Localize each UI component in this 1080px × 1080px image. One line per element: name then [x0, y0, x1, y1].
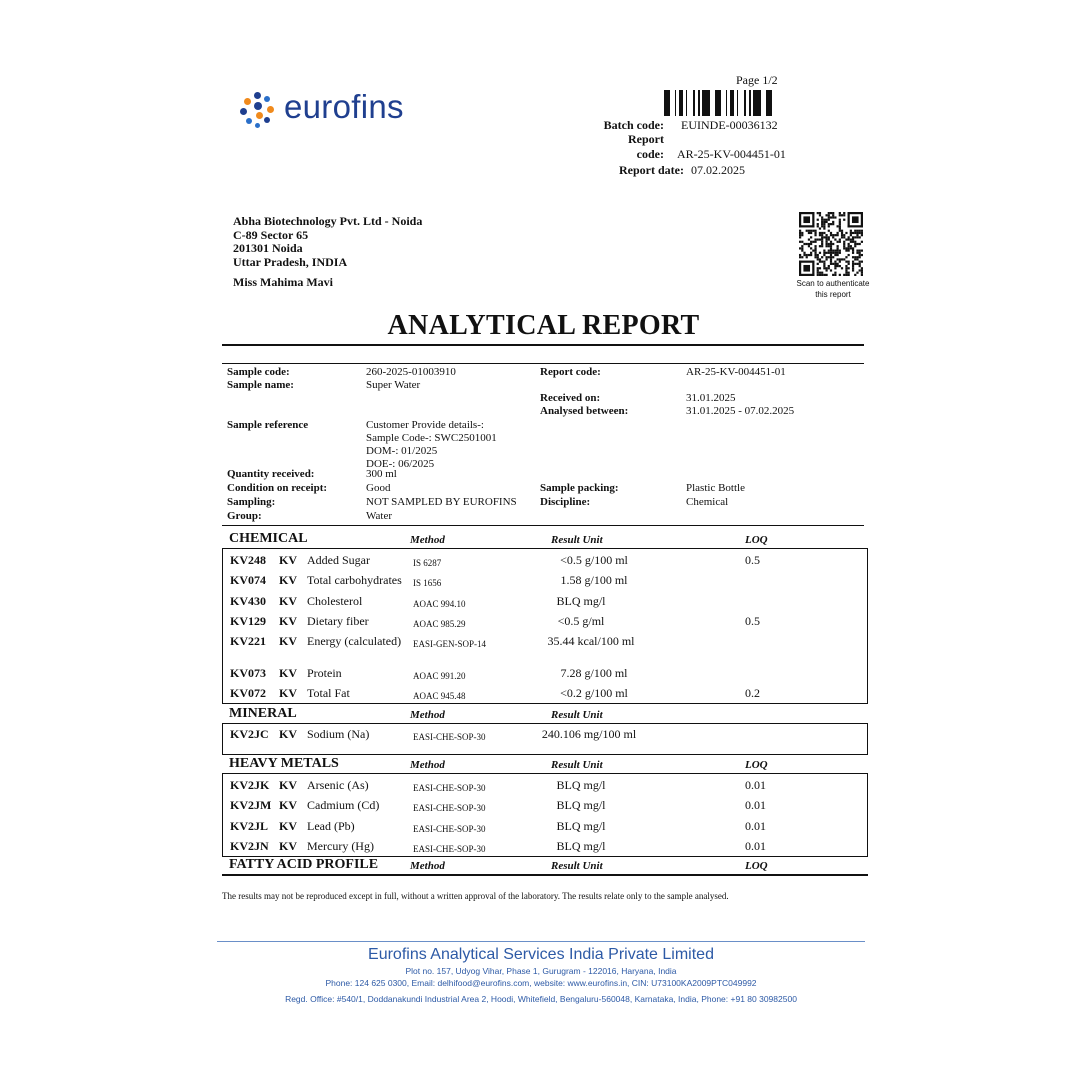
sampling-label: Sampling:	[227, 496, 276, 508]
method-value: AOAC 994.10	[413, 599, 466, 609]
reference-line: DOE-: 06/2025	[366, 458, 435, 470]
address-line: Abha Biotechnology Pvt. Ltd - Noida	[233, 214, 423, 228]
result-value: BLQ mg/l	[556, 594, 606, 608]
parameter-code: KV2JK	[230, 778, 270, 792]
footer-contact: Phone: 124 625 0300, Email: delhifood@eurofins.com, website: www.eurofins.in, CIN: U73100KA2009PTC049992	[325, 978, 757, 988]
parameter-name: Lead (Pb)	[307, 819, 355, 833]
parameter-name: Arsenic (As)	[307, 778, 369, 792]
received-value: 31.01.2025	[686, 392, 736, 404]
result-column-header: Result Unit	[551, 709, 603, 721]
loq-column-header: LOQ	[745, 759, 768, 771]
method-value: EASI-CHE-SOP-30	[413, 824, 486, 834]
result-value: <0.5 g/ml	[557, 614, 605, 628]
sample-code-label: Sample code:	[227, 366, 290, 378]
result-column-header: Result Unit	[551, 534, 603, 546]
quantity-value: 300 ml	[366, 468, 397, 480]
lab-code: KV	[279, 727, 297, 741]
info-top-divider	[222, 363, 864, 364]
discipline-label: Discipline:	[540, 496, 591, 508]
report-date-label: Report date:	[619, 163, 684, 177]
result-value: <0.2 g/100 ml	[560, 686, 628, 700]
report-code-value: AR-25-KV-004451-01	[677, 147, 786, 161]
lab-code: KV	[279, 778, 297, 792]
result-value: BLQ mg/l	[556, 798, 606, 812]
method-value: EASI-CHE-SOP-30	[413, 803, 486, 813]
parameter-name: Dietary fiber	[307, 614, 369, 628]
parameter-name: Cadmium (Cd)	[307, 798, 380, 812]
parameter-code: KV2JL	[230, 819, 269, 833]
result-value: 240.106 mg/100 ml	[541, 727, 637, 741]
method-value: AOAC 991.20	[413, 671, 466, 681]
logo-dots-icon	[240, 92, 276, 128]
loq-value: 0.01	[745, 839, 766, 853]
method-value: AOAC 985.29	[413, 619, 466, 629]
quantity-label: Quantity received:	[227, 468, 315, 480]
mineral-section-title: MINERAL	[229, 706, 297, 721]
parameter-code: KV2JC	[230, 727, 269, 741]
result-value: BLQ mg/l	[556, 839, 606, 853]
parameter-name: Added Sugar	[307, 553, 370, 567]
parameter-name: Total carbohydrates	[307, 573, 402, 587]
lab-code: KV	[279, 614, 297, 628]
disclaimer-text: The results may not be reproduced except in full, without a written approval of the laboratory. The results relate only to the sample analysed.	[222, 891, 729, 901]
lab-code: KV	[279, 573, 297, 587]
report-date-value: 07.02.2025	[690, 163, 745, 177]
eurofins-logo	[240, 90, 420, 130]
fatty-acid-section-title: FATTY ACID PROFILE	[229, 857, 379, 872]
parameter-code: KV248	[230, 553, 266, 567]
qr-caption	[790, 278, 876, 300]
parameter-name: Mercury (Hg)	[307, 839, 374, 853]
packing-value: Plastic Bottle	[686, 482, 745, 494]
condition-label: Condition on receipt:	[227, 482, 328, 494]
method-value: EASI-CHE-SOP-30	[413, 844, 486, 854]
result-value: BLQ mg/l	[556, 819, 606, 833]
info-report-code-value: AR-25-KV-004451-01	[686, 366, 786, 378]
info-report-code-label: Report code:	[540, 366, 601, 378]
sample-name-label: Sample name:	[227, 379, 294, 391]
qr-caption-line: Scan to authenticate	[796, 279, 870, 288]
sampling-value: NOT SAMPLED BY EUROFINS	[366, 496, 517, 508]
contact-person: Miss Mahima Mavi	[233, 275, 333, 289]
analysed-label: Analysed between:	[540, 405, 629, 417]
parameter-name: Cholesterol	[307, 594, 363, 608]
address-line: 201301 Noida	[233, 241, 303, 255]
method-value: IS 6287	[413, 558, 442, 568]
parameter-code: KV430	[230, 594, 266, 608]
footer-divider	[217, 941, 865, 942]
condition-value: Good	[366, 482, 391, 494]
method-column-header: Method	[410, 534, 445, 546]
chemical-section-title: CHEMICAL	[229, 531, 308, 546]
reference-label: Sample reference	[227, 419, 309, 431]
loq-value: 0.01	[745, 778, 766, 792]
report-title: ANALYTICAL REPORT	[387, 310, 700, 341]
analysed-value: 31.01.2025 - 07.02.2025	[686, 405, 795, 417]
method-value: EASI-CHE-SOP-30	[413, 732, 486, 742]
method-column-header: Method	[410, 759, 445, 771]
loq-column-header: LOQ	[745, 860, 768, 872]
address-line: Uttar Pradesh, INDIA	[233, 254, 348, 269]
result-value: <0.5 g/100 ml	[560, 553, 628, 567]
received-label: Received on:	[540, 392, 601, 404]
group-value: Water	[366, 510, 392, 522]
footer-registered-office: Regd. Office: #540/1, Doddanakundi Industrial Area 2, Hoodi, Whitefield, Bengaluru-560048, Karnataka, India, Phone: +91 80 30982500	[285, 994, 797, 1004]
loq-value: 0.01	[745, 819, 766, 833]
address-line: C-89 Sector 65	[233, 227, 309, 242]
method-column-header: Method	[410, 860, 445, 872]
lab-code: KV	[279, 686, 297, 700]
parameter-code: KV2JN	[230, 839, 269, 853]
info-bottom-divider	[222, 525, 864, 526]
parameter-name: Energy (calculated)	[307, 634, 402, 648]
result-value: 35.44 kcal/100 ml	[547, 634, 635, 648]
loq-value: 0.01	[745, 798, 766, 812]
discipline-value: Chemical	[686, 496, 729, 508]
qr-caption-line: this report	[815, 290, 851, 299]
lab-code: KV	[279, 839, 297, 853]
page-number: Page 1/2	[736, 73, 778, 87]
result-column-header: Result Unit	[551, 759, 603, 771]
packing-label: Sample packing:	[540, 482, 619, 494]
loq-value: 0.2	[745, 686, 760, 700]
barcode-icon	[664, 90, 776, 116]
customer-address	[233, 215, 422, 269]
parameter-name: Protein	[307, 666, 342, 680]
footer-address: Plot no. 157, Udyog Vihar, Phase 1, Gurugram - 122016, Haryana, India	[405, 966, 677, 976]
reference-line: DOM-: 01/2025	[366, 445, 438, 457]
footer-company-name: Eurofins Analytical Services India Private Limited	[368, 946, 714, 963]
batch-code-label: Batch code:	[603, 118, 664, 132]
result-value: 1.58 g/100 ml	[560, 573, 628, 587]
batch-code-value: EUINDE-00036132	[681, 118, 778, 132]
report-code-row	[598, 132, 786, 162]
sample-code-value: 260-2025-01003910	[366, 366, 456, 378]
method-value: EASI-CHE-SOP-30	[413, 783, 486, 793]
report-code-label: Report code:	[628, 132, 664, 161]
parameter-code: KV074	[230, 573, 266, 587]
lab-code: KV	[279, 798, 297, 812]
group-label: Group:	[227, 510, 262, 522]
lab-code: KV	[279, 819, 297, 833]
result-column-header: Result Unit	[551, 860, 603, 872]
heavy-metals-section-title: HEAVY METALS	[229, 756, 339, 771]
title-divider	[222, 344, 864, 346]
lab-code: KV	[279, 666, 297, 680]
reference-line: Customer Provide details-:	[366, 419, 484, 431]
lab-code: KV	[279, 553, 297, 567]
parameter-code: KV221	[230, 634, 266, 648]
method-value: IS 1656	[413, 578, 442, 588]
lab-code: KV	[279, 634, 297, 648]
result-value: BLQ mg/l	[556, 778, 606, 792]
parameter-code: KV2JM	[230, 798, 272, 812]
parameter-name: Sodium (Na)	[307, 727, 370, 741]
method-value: AOAC 945.48	[413, 691, 466, 701]
parameter-name: Total Fat	[307, 686, 350, 700]
parameter-code: KV129	[230, 614, 266, 628]
method-column-header: Method	[410, 709, 445, 721]
qr-code-icon[interactable]	[799, 212, 863, 276]
reference-line: Sample Code-: SWC2501001	[366, 432, 497, 444]
parameter-code: KV072	[230, 686, 266, 700]
loq-value: 0.5	[745, 553, 760, 567]
report-date-row	[619, 163, 745, 178]
logo-text: eurofins	[284, 88, 404, 125]
fatty-acid-divider	[222, 874, 868, 876]
loq-value: 0.5	[745, 614, 760, 628]
method-value: EASI-GEN-SOP-14	[413, 639, 486, 649]
lab-code: KV	[279, 594, 297, 608]
reference-value	[366, 419, 497, 471]
batch-code-row	[598, 118, 778, 133]
sample-name-value: Super Water	[366, 379, 421, 391]
result-value: 7.28 g/100 ml	[560, 666, 628, 680]
parameter-code: KV073	[230, 666, 266, 680]
loq-column-header: LOQ	[745, 534, 768, 546]
